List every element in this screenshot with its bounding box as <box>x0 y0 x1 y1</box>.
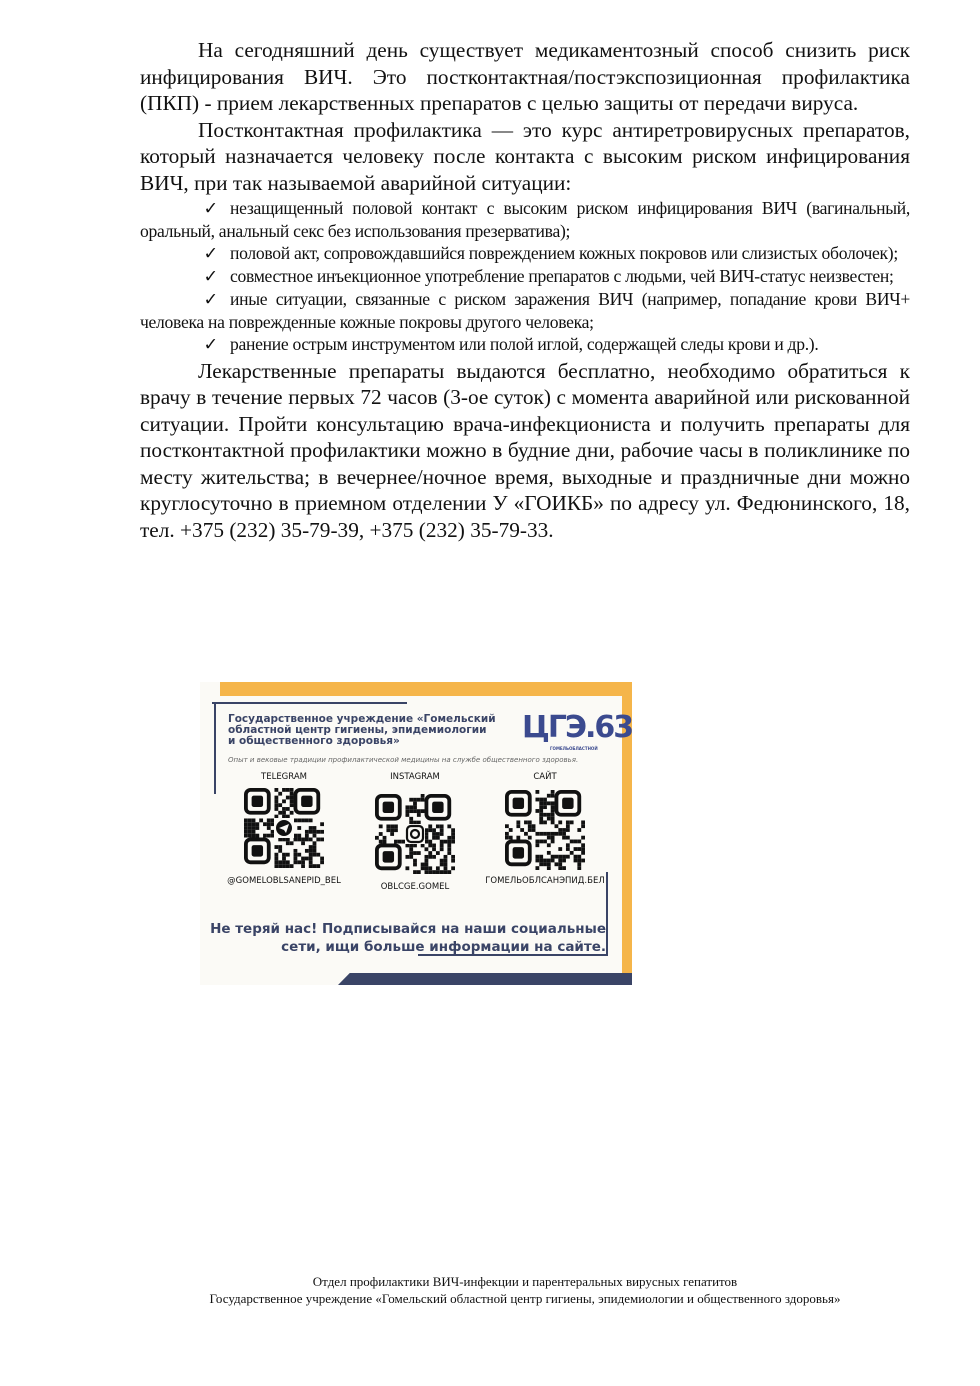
qr-website[interactable] <box>485 772 605 886</box>
cta-line: Не теряй нас! Подписывайся на наши социальные <box>210 921 606 937</box>
list-item <box>140 333 910 356</box>
organization-logo <box>522 710 632 751</box>
list-item <box>140 197 910 242</box>
checkmark-icon: ✓ <box>203 243 218 264</box>
qr-handle: ГОМЕЛЬОБЛСАНЭПИД.БЕЛ <box>485 876 605 886</box>
org-line: областной центр гигиены, эпидемиологии <box>228 724 487 736</box>
list-item-text: половой акт, сопровождавшийся повреждением кожных покровов или слизистых оболочек); <box>230 243 898 264</box>
qr-instagram[interactable] <box>355 772 475 892</box>
social-media-banner <box>200 682 632 985</box>
qr-label: TELEGRAM <box>261 772 307 782</box>
list-item <box>140 288 910 333</box>
list-item-text: ранение острым инструментом или полой иглой, содержащей следы крови и др.). <box>230 334 819 355</box>
risk-list <box>140 197 910 356</box>
logo-text: ЦГЭ.63 <box>522 710 632 745</box>
organization-name <box>228 714 496 747</box>
qr-handle: OBLCGE.GOMEL <box>380 882 450 892</box>
instagram-qr-code-icon[interactable] <box>375 788 455 880</box>
qr-label: INSTAGRAM <box>390 772 440 782</box>
divider <box>606 872 608 956</box>
divider <box>212 702 407 704</box>
org-line: и общественного здоровья» <box>228 735 400 747</box>
divider <box>214 704 216 794</box>
list-item-text: иные ситуации, связанные с риском заражения ВИЧ (например, попадание крови ВИЧ+ человека на поврежденные кожные покровы другого человека; <box>140 288 910 332</box>
checkmark-icon: ✓ <box>203 288 218 309</box>
website-qr-code-icon[interactable] <box>505 788 585 872</box>
telegram-qr-code-icon[interactable] <box>244 788 324 868</box>
list-item-text: незащищенный половой контакт с высоким риском инфицирования ВИЧ (вагинальный, оральный, анальный секс без использования презерватива); <box>140 198 910 241</box>
qr-telegram[interactable] <box>224 772 344 886</box>
banner-stripe-bottom <box>338 973 632 985</box>
list-item <box>140 265 910 288</box>
qr-label: САЙТ <box>533 772 557 782</box>
banner-stripe-top <box>220 682 632 696</box>
paragraph-pep-definition: Постконтактная профилактика — это курс антиретровирусных препаратов, который назначается человеку после контакта с высоким риском инфицирования ВИЧ, при так называемой аварийной ситуации: <box>140 117 910 195</box>
checkmark-icon: ✓ <box>203 198 218 218</box>
call-to-action <box>210 920 606 956</box>
list-item <box>140 242 910 265</box>
footer-department: Отдел профилактики ВИЧ-инфекции и парентеральных вирусных гепатитов <box>312 1274 738 1289</box>
qr-handle: @GOMELOBLSANEPID_BEL <box>227 876 341 886</box>
list-item-text: совместное инъекционное употребление препаратов с людьми, чей ВИЧ-статус неизвестен; <box>230 266 894 287</box>
checkmark-icon: ✓ <box>203 334 218 355</box>
body-text <box>140 37 910 543</box>
logo-subtext: ГОМЕЛЬОБЛАСТНОЙ <box>550 746 598 751</box>
paragraph-where-to-go: Лекарственные препараты выдаются бесплатно, необходимо обратиться к врачу в течение первых 72 часов (3-ое суток) с момента аварийной или рискованной ситуации. Пройти консультацию врача-инфекциониста и получить препараты для постконтактной профилактики можно в будние дни, рабочие часы в поликлинике по месту жительства; в вечернее/ночное время, выходные и праздничные дни можно круглосуточно в приемном отделении У «ГОИКБ» по адресу ул. Федюнинского, 18, тел. +375 (232) 35-79-39, +375 (232) 35-79-33. <box>140 358 910 542</box>
motto: Опыт и вековые традиции профилактической медицины на службе общественного здоровья. <box>228 756 579 764</box>
footer-organization: Государственное учреждение «Гомельский областной центр гигиены, эпидемиологии и общественного здоровья» <box>209 1291 841 1306</box>
org-line: Государственное учреждение «Гомельский <box>228 713 496 725</box>
paragraph-pep-intro: На сегодняшний день существует медикаментозный способ снизить риск инфицирования ВИЧ. Это постконтактная/постэкспозиционная профилактика (ПКП) - прием лекарственных препаратов с целью защиты от передачи вируса. <box>140 38 910 115</box>
cta-line: сети, ищи больше информации на сайте. <box>281 939 606 955</box>
footer <box>0 1273 980 1307</box>
checkmark-icon: ✓ <box>203 266 218 287</box>
